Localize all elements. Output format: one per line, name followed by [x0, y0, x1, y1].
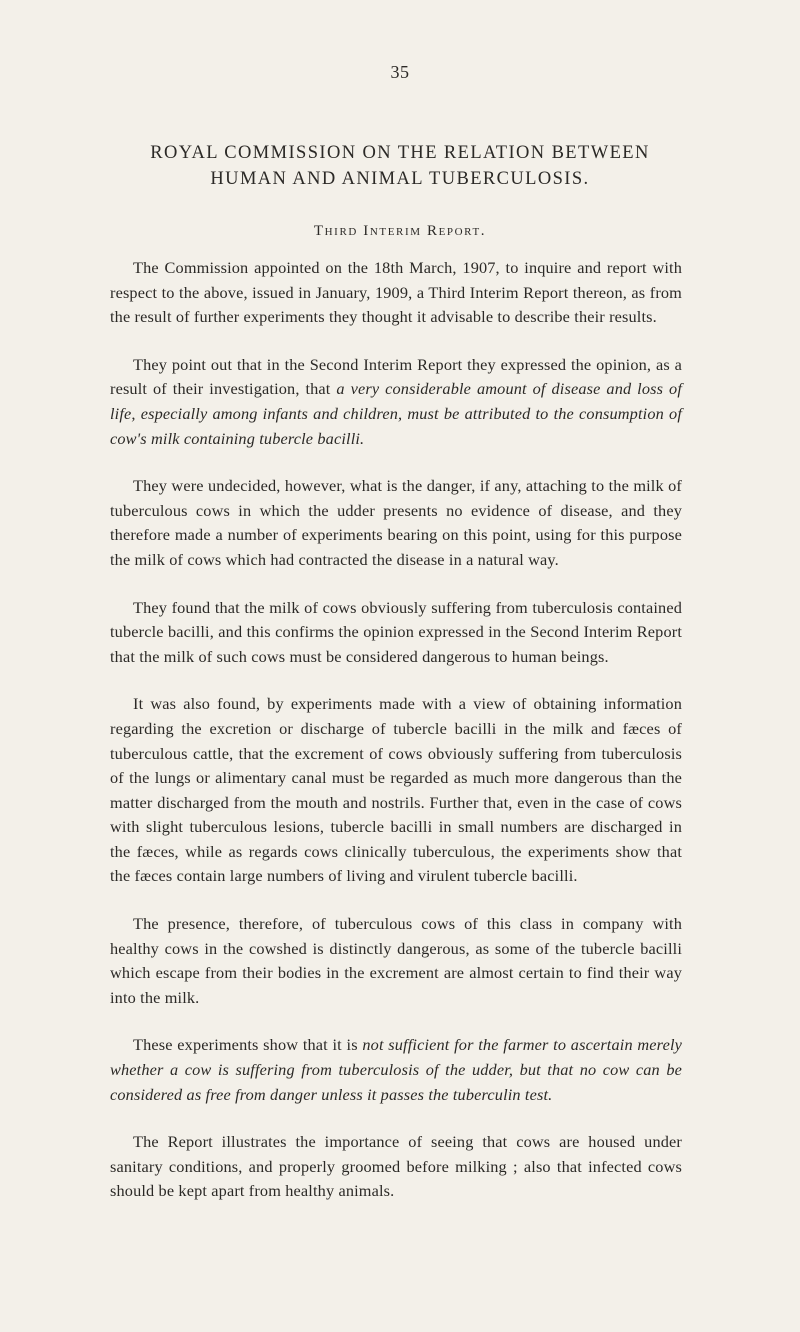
section-subtitle: Third Interim Report. — [313, 223, 487, 239]
paragraph-1: The Commission appointed on the 18th March, 1907, to inquire and report with respect to the above, issued in January, 1909, a Third Interim Report thereon, as from the result of further experiments they thought it advisable to describe their results. — [110, 258, 682, 327]
page-number: 35 — [390, 62, 410, 82]
paragraph-3: They were undecided, however, what is the danger, if any, attaching to the milk of tuberculous cows in which the udder presents no evidence of disease, and they therefore made a number of experiments bearing on this point, using for this purpose the milk of cows which had contracted the disease in a natural way. — [110, 476, 682, 569]
body-text — [110, 256, 682, 1227]
paragraph-6: The presence, therefore, of tuberculous cows of this class in company with healthy cows in the cowshed is distinctly dangerous, as some of the tubercle bacilli which escape from their bodies in the excrement are almost certain to find their way into the milk. — [110, 914, 682, 1007]
title-line-2: HUMAN AND ANIMAL TUBERCULOSIS. — [210, 169, 590, 189]
title-line-1: ROYAL COMMISSION ON THE RELATION BETWEEN — [150, 143, 650, 163]
paragraph-7-italic: not sufficient for the farmer to ascertain merely whether a cow is suffering from tuberculosis of the udder, but that no cow can be considered as free from danger unless it passes the tuberculin test. — [110, 1035, 682, 1104]
paragraph-7-text: These experiments show that it is — [133, 1035, 363, 1055]
page-title — [110, 140, 690, 192]
paragraph-2 — [110, 353, 682, 451]
paragraph-7 — [110, 1033, 682, 1107]
paragraph-5: It was also found, by experiments made with a view of obtaining information regarding the excretion or discharge of tubercle bacilli in the milk and fæces of tuberculous cattle, that the excrement of cows obviously suffering from tuberculosis of the lungs or alimentary canal must be regarded as much more dangerous than the matter discharged from the mouth and nostrils. Further that, even in the case of cows with slight tuberculous lesions, tubercle bacilli in small numbers are discharged in the fæces, while as regards cows clinically tuberculous, the experiments show that the fæces contain large numbers of living and virulent tubercle bacilli. — [110, 694, 682, 886]
paragraph-2-text: They point out that in the Second Interim Report they expressed the opinion, as a result of their investigation, that — [110, 354, 682, 399]
paragraph-8: The Report illustrates the importance of seeing that cows are housed under sanitary conditions, and properly groomed before milking ; also that infected cows should be kept apart from healthy animals. — [110, 1132, 682, 1201]
paragraph-2-italic: a very considerable amount of disease and loss of life, especially among infants and children, must be attributed to the consumption of cow's milk containing tubercle bacilli. — [110, 379, 683, 448]
paragraph-4: They found that the milk of cows obviously suffering from tuberculosis contained tubercle bacilli, and this confirms the opinion expressed in the Second Interim Report that the milk of such cows must be considered dangerous to human beings. — [110, 597, 682, 666]
